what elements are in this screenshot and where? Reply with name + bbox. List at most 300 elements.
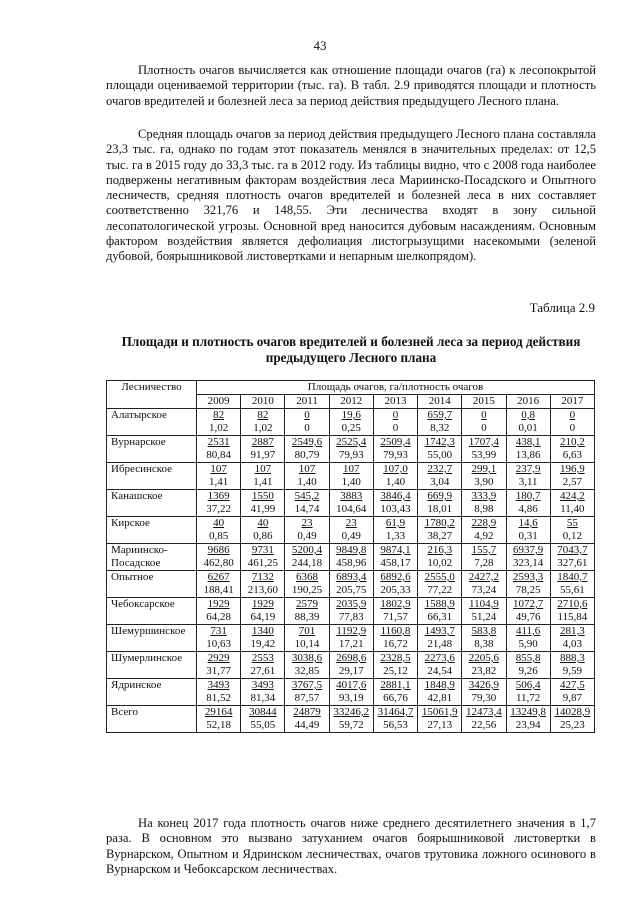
header-year: 2013 xyxy=(373,395,417,409)
table-header-row xyxy=(107,381,595,395)
table-cell xyxy=(506,652,550,679)
cell-density: 1,40 xyxy=(341,476,361,488)
table-cell xyxy=(550,409,594,436)
cell-area: 0 xyxy=(569,409,576,421)
cell-area: 29164 xyxy=(204,706,233,718)
cell-area: 82 xyxy=(213,409,225,421)
table-cell xyxy=(197,409,241,436)
table-cell xyxy=(506,409,550,436)
cell-area: 228,9 xyxy=(471,517,497,529)
cell-density: 38,27 xyxy=(427,530,453,542)
table-row xyxy=(107,490,595,517)
cell-area: 2273,6 xyxy=(424,652,455,664)
row-forestry-name: Вурнарское xyxy=(107,436,197,463)
cell-density: 23,82 xyxy=(471,665,497,677)
table-cell xyxy=(418,463,462,490)
cell-density: 458,96 xyxy=(336,557,367,569)
table-cell xyxy=(241,706,285,733)
cell-area: 13249,8 xyxy=(510,706,547,718)
cell-area: 1742,3 xyxy=(424,436,455,448)
table-cell xyxy=(241,652,285,679)
paragraph-conclusion xyxy=(106,816,596,877)
table-cell xyxy=(285,463,329,490)
cell-density: 9,87 xyxy=(562,692,582,704)
table-row xyxy=(107,571,595,598)
cell-density: 8,98 xyxy=(474,503,494,515)
cell-density: 13,86 xyxy=(515,449,541,461)
cell-area: 1707,4 xyxy=(468,436,500,448)
header-year: 2015 xyxy=(462,395,506,409)
cell-density: 0,12 xyxy=(562,530,582,542)
cell-density: 10,14 xyxy=(294,638,320,650)
table-cell xyxy=(550,517,594,544)
cell-area: 7043,7 xyxy=(557,544,588,556)
cell-area: 281,3 xyxy=(560,625,585,637)
cell-area: 2555,0 xyxy=(424,571,455,583)
cell-density: 0,49 xyxy=(341,530,361,542)
cell-density: 81,34 xyxy=(250,692,276,704)
cell-density: 91,97 xyxy=(250,449,276,461)
cell-area: 107,0 xyxy=(383,463,408,475)
table-cell xyxy=(418,436,462,463)
cell-density: 64,19 xyxy=(250,611,276,623)
table-cell xyxy=(550,490,594,517)
table-cell xyxy=(506,436,550,463)
header-year: 2016 xyxy=(506,395,550,409)
table-cell xyxy=(197,652,241,679)
cell-density: 18,01 xyxy=(427,503,453,515)
cell-area: 669,9 xyxy=(427,490,453,502)
table-cell xyxy=(506,544,550,571)
cell-area: 1802,9 xyxy=(380,598,411,610)
cell-area: 333,9 xyxy=(471,490,497,502)
cell-density: 0 xyxy=(481,422,487,434)
cell-area: 237,9 xyxy=(515,463,541,475)
table-cell xyxy=(329,490,373,517)
cell-area: 2525,4 xyxy=(336,436,367,448)
table-cell xyxy=(285,598,329,625)
cell-density: 323,14 xyxy=(513,557,544,569)
cell-area: 6937,9 xyxy=(513,544,544,556)
cell-area: 196,9 xyxy=(560,463,585,475)
cell-area: 855,8 xyxy=(515,652,541,664)
cell-density: 79,93 xyxy=(338,449,364,461)
cell-density: 1,40 xyxy=(297,476,317,488)
cell-area: 2328,5 xyxy=(380,652,411,664)
cell-density: 244,18 xyxy=(291,557,323,569)
cell-area: 15061,9 xyxy=(421,706,458,718)
cell-density: 22,56 xyxy=(471,719,497,731)
cell-area: 299,1 xyxy=(471,463,497,475)
foci-table xyxy=(106,380,595,733)
table-cell xyxy=(418,517,462,544)
cell-area: 3846,4 xyxy=(380,490,411,502)
cell-density: 79,30 xyxy=(471,692,497,704)
cell-area: 12473,4 xyxy=(466,706,502,718)
cell-area: 2553 xyxy=(251,652,274,664)
table-cell xyxy=(418,571,462,598)
cell-density: 59,72 xyxy=(338,719,364,731)
cell-area: 9731 xyxy=(251,544,274,556)
cell-area: 411,6 xyxy=(515,625,541,637)
table-cell xyxy=(241,679,285,706)
cell-density: 0,31 xyxy=(518,530,538,542)
table-label: Таблица 2.9 xyxy=(529,300,595,315)
table-cell xyxy=(285,625,329,652)
cell-area: 1072,7 xyxy=(513,598,544,610)
table-cell xyxy=(462,517,506,544)
cell-density: 25,23 xyxy=(560,719,585,731)
cell-area: 1588,9 xyxy=(424,598,455,610)
table-cell xyxy=(197,490,241,517)
cell-area: 701 xyxy=(298,625,316,637)
table-cell xyxy=(241,490,285,517)
cell-density: 4,92 xyxy=(474,530,494,542)
cell-area: 1493,7 xyxy=(424,625,455,637)
table-cell xyxy=(506,571,550,598)
cell-density: 55,05 xyxy=(250,719,276,731)
cell-density: 0 xyxy=(392,422,399,434)
cell-density: 5,90 xyxy=(518,638,538,650)
cell-density: 205,75 xyxy=(336,584,367,596)
cell-area: 2531 xyxy=(207,436,230,448)
table-cell xyxy=(550,436,594,463)
cell-area: 506,4 xyxy=(515,679,541,691)
cell-density: 78,25 xyxy=(515,584,541,596)
table-cell xyxy=(329,598,373,625)
cell-area: 155,7 xyxy=(471,544,497,556)
row-forestry-name: Всего xyxy=(107,706,197,733)
cell-density: 73,24 xyxy=(471,584,497,596)
cell-area: 659,7 xyxy=(427,409,453,421)
cell-area: 6893,4 xyxy=(336,571,367,583)
table-cell xyxy=(197,544,241,571)
table-cell xyxy=(329,517,373,544)
cell-area: 427,5 xyxy=(560,679,585,691)
table-cell xyxy=(418,652,462,679)
row-forestry-name: Опытное xyxy=(107,571,197,598)
cell-density: 29,17 xyxy=(338,665,364,677)
table-cell xyxy=(373,409,417,436)
cell-density: 16,72 xyxy=(383,638,408,650)
table-cell xyxy=(373,544,417,571)
cell-density: 327,61 xyxy=(557,557,588,569)
table-row xyxy=(107,679,595,706)
table-row xyxy=(107,544,595,571)
cell-density: 0,49 xyxy=(297,530,317,542)
cell-density: 188,41 xyxy=(203,584,234,596)
table-cell xyxy=(329,544,373,571)
table-cell xyxy=(241,625,285,652)
table-cell xyxy=(550,544,594,571)
cell-density: 1,40 xyxy=(385,476,406,488)
row-forestry-name: Кирское xyxy=(107,517,197,544)
cell-density: 1,02 xyxy=(208,422,229,434)
cell-density: 77,22 xyxy=(427,584,453,596)
table-cell xyxy=(373,625,417,652)
table-cell xyxy=(241,463,285,490)
row-forestry-name: Ибресинское xyxy=(107,463,197,490)
cell-density: 3,90 xyxy=(474,476,494,488)
cell-area: 0 xyxy=(304,409,310,421)
table-row xyxy=(107,598,595,625)
cell-density: 11,72 xyxy=(515,692,541,704)
cell-density: 21,48 xyxy=(427,638,453,650)
table-cell xyxy=(462,625,506,652)
cell-area: 1929 xyxy=(251,598,274,610)
cell-area: 1929 xyxy=(207,598,230,610)
table-cell xyxy=(506,598,550,625)
table-cell xyxy=(418,625,462,652)
cell-density: 104,64 xyxy=(336,503,367,515)
cell-density: 10,63 xyxy=(206,638,231,650)
cell-density: 44,49 xyxy=(294,719,320,731)
cell-density: 51,24 xyxy=(471,611,497,623)
table-cell xyxy=(506,706,550,733)
cell-density: 71,57 xyxy=(383,611,408,623)
paragraph-text: На конец 2017 года плотность очагов ниже среднего десятилетнего значения в 1,7 раза. В основном это вызвано затуханием очагов боярышниковой листовертки в Вурнарском, Опытном и Ядринском лесничествах, очагов трутовика ложного осинового в Вурнарском и Чебоксарском лесничествах. xyxy=(106,816,596,876)
cell-density: 103,43 xyxy=(380,503,411,515)
cell-area: 2881,1 xyxy=(380,679,411,691)
cell-area: 888,3 xyxy=(560,652,585,664)
table-row xyxy=(107,706,595,733)
table-cell xyxy=(418,598,462,625)
row-forestry-name: Чебоксарское xyxy=(107,598,197,625)
cell-density: 41,99 xyxy=(250,503,276,515)
cell-density: 42,81 xyxy=(427,692,453,704)
table-cell xyxy=(285,409,329,436)
cell-area: 2205,6 xyxy=(468,652,500,664)
table-cell xyxy=(506,490,550,517)
row-forestry-name: Шумерлинское xyxy=(107,652,197,679)
cell-area: 2710,6 xyxy=(557,598,588,610)
paragraph-text: Плотность очагов вычисляется как отношение площади очагов (га) к лесопокрытой площади оцениваемой территории (тыс. га). В табл. 2.9 приводятся площади и плотность очагов вредителей и болезней леса за период действия предыдущего Лесного плана. xyxy=(106,63,596,108)
cell-density: 8,32 xyxy=(430,422,450,434)
table-cell xyxy=(285,517,329,544)
cell-area: 2887 xyxy=(251,436,274,448)
cell-area: 6267 xyxy=(207,571,230,583)
header-forestry: Лесничество xyxy=(107,381,197,409)
table-cell xyxy=(418,706,462,733)
table-cell xyxy=(241,517,285,544)
table-cell xyxy=(241,571,285,598)
cell-area: 30844 xyxy=(249,706,277,718)
table-row xyxy=(107,625,595,652)
cell-area: 3883 xyxy=(340,490,363,502)
table-cell xyxy=(285,490,329,517)
cell-area: 7132 xyxy=(251,571,274,583)
cell-area: 1369 xyxy=(207,490,230,502)
cell-density: 462,80 xyxy=(203,557,234,569)
table-cell xyxy=(329,436,373,463)
cell-density: 79,93 xyxy=(383,449,408,461)
cell-area: 1104,9 xyxy=(469,598,499,610)
page-number: 43 xyxy=(313,38,327,53)
cell-density: 458,17 xyxy=(380,557,411,569)
cell-density: 80,84 xyxy=(206,449,231,461)
table-cell xyxy=(550,625,594,652)
cell-area: 583,8 xyxy=(471,625,497,637)
table-cell xyxy=(329,679,373,706)
cell-area: 3493 xyxy=(207,679,230,691)
cell-density: 49,76 xyxy=(515,611,541,623)
cell-area: 0,8 xyxy=(521,409,536,421)
row-forestry-name: Канашское xyxy=(107,490,197,517)
cell-density: 27,61 xyxy=(250,665,276,677)
cell-density: 14,74 xyxy=(294,503,320,515)
table-cell xyxy=(373,679,417,706)
table-cell xyxy=(418,679,462,706)
cell-density: 1,41 xyxy=(208,476,229,488)
cell-density: 66,76 xyxy=(383,692,408,704)
cell-density: 88,39 xyxy=(294,611,320,623)
cell-density: 55,61 xyxy=(560,584,585,596)
table-cell xyxy=(462,544,506,571)
cell-area: 1840,7 xyxy=(557,571,588,583)
cell-density: 6,63 xyxy=(562,449,582,461)
cell-density: 10,02 xyxy=(427,557,453,569)
cell-area: 31464,7 xyxy=(377,706,414,718)
table-cell xyxy=(506,679,550,706)
cell-density: 461,25 xyxy=(247,557,278,569)
cell-area: 1780,2 xyxy=(424,517,455,529)
cell-density: 23,94 xyxy=(515,719,541,731)
table-cell xyxy=(285,679,329,706)
header-year: 2010 xyxy=(241,395,285,409)
table-cell xyxy=(329,571,373,598)
cell-density: 4,86 xyxy=(518,503,538,515)
cell-area: 40 xyxy=(257,517,269,529)
table-cell xyxy=(373,706,417,733)
table-cell xyxy=(550,652,594,679)
cell-area: 107 xyxy=(210,463,227,475)
table-cell xyxy=(462,652,506,679)
cell-area: 82 xyxy=(257,409,269,421)
cell-density: 1,33 xyxy=(385,530,406,542)
table-cell xyxy=(197,463,241,490)
cell-area: 3767,5 xyxy=(291,679,323,691)
cell-area: 14028,9 xyxy=(554,706,591,718)
table-cell xyxy=(418,409,462,436)
cell-area: 545,2 xyxy=(294,490,320,502)
cell-density: 87,57 xyxy=(294,692,320,704)
cell-density: 2,57 xyxy=(562,476,582,488)
table-cell xyxy=(373,571,417,598)
cell-area: 2035,9 xyxy=(336,598,367,610)
cell-density: 0,86 xyxy=(253,530,273,542)
table-cell xyxy=(373,652,417,679)
table-cell xyxy=(329,625,373,652)
cell-density: 0,25 xyxy=(341,422,361,434)
cell-area: 107 xyxy=(343,463,360,475)
table-cell xyxy=(285,652,329,679)
table-cell xyxy=(197,571,241,598)
cell-area: 14,6 xyxy=(518,517,538,529)
cell-area: 1848,9 xyxy=(424,679,455,691)
cell-area: 4017,6 xyxy=(336,679,367,691)
table-cell xyxy=(462,706,506,733)
table-cell xyxy=(462,598,506,625)
cell-area: 216,3 xyxy=(427,544,453,556)
cell-density: 64,28 xyxy=(206,611,231,623)
cell-density: 19,42 xyxy=(250,638,276,650)
cell-area: 731 xyxy=(210,625,227,637)
cell-area: 23 xyxy=(345,517,357,529)
table-cell xyxy=(462,409,506,436)
table-cell xyxy=(241,409,285,436)
table-cell xyxy=(241,598,285,625)
table-cell xyxy=(462,463,506,490)
cell-area: 210,2 xyxy=(560,436,585,448)
cell-area: 2593,3 xyxy=(513,571,544,583)
cell-area: 5200,4 xyxy=(291,544,323,556)
cell-area: 9849,8 xyxy=(336,544,367,556)
cell-density: 31,77 xyxy=(206,665,231,677)
header-year: 2017 xyxy=(550,395,594,409)
table-cell xyxy=(373,436,417,463)
cell-density: 17,21 xyxy=(338,638,364,650)
cell-density: 77,83 xyxy=(338,611,364,623)
cell-area: 2698,6 xyxy=(336,652,367,664)
cell-density: 3,11 xyxy=(518,476,538,488)
table-cell xyxy=(550,463,594,490)
paragraph-text: Средняя площадь очагов за период действия предыдущего Лесного плана составляла 23,3 тыс. га, однако по годам этот показатель менялся в значительных пределах: от 12,5 тыс. га в 2015 году до 33,3 тыс. га в 2012 году. Из таблицы видно, что с 2008 года наиболее подвержены негативным факторам воздействия леса Мариинско-Посадского и Опытного лесничеств, средняя плотность очагов вредителей и болезней леса в них составляет соответственно 321,76 и 148,55. Эти лесничества входят в зону сильной лесопатологической угрозы. Основной вред наносится дубовым насаждениям. Основным фактором воздействия является дефолиация листогрызущими насекомыми (зеленой дубовой, боярышниковой листовертками и непарным шелкопрядом). xyxy=(106,127,596,264)
cell-density: 205,33 xyxy=(380,584,411,596)
cell-area: 180,7 xyxy=(515,490,541,502)
table-cell xyxy=(197,517,241,544)
cell-area: 2579 xyxy=(296,598,319,610)
cell-area: 3426,9 xyxy=(468,679,500,691)
cell-density: 115,84 xyxy=(557,611,588,623)
table-row xyxy=(107,517,595,544)
table-row xyxy=(107,463,595,490)
cell-area: 1192,9 xyxy=(336,625,367,637)
cell-density: 53,99 xyxy=(471,449,497,461)
table-row xyxy=(107,436,595,463)
table-cell xyxy=(197,625,241,652)
cell-density: 3,04 xyxy=(430,476,450,488)
header-group: Площадь очагов, га/плотность очагов xyxy=(197,381,595,395)
table-cell xyxy=(506,517,550,544)
cell-density: 93,19 xyxy=(338,692,364,704)
table-cell xyxy=(329,652,373,679)
cell-area: 2427,2 xyxy=(468,571,500,583)
cell-density: 80,79 xyxy=(294,449,320,461)
header-year: 2014 xyxy=(418,395,462,409)
cell-area: 9874,1 xyxy=(380,544,411,556)
cell-density: 0,01 xyxy=(518,422,538,434)
cell-area: 33246,2 xyxy=(333,706,370,718)
cell-area: 6892,6 xyxy=(380,571,411,583)
header-year: 2011 xyxy=(285,395,329,409)
cell-area: 9686 xyxy=(207,544,230,556)
cell-area: 0 xyxy=(481,409,487,421)
table-cell xyxy=(373,517,417,544)
row-forestry-name: Мариинско-Посадское xyxy=(107,544,197,571)
cell-area: 232,7 xyxy=(427,463,453,475)
table-cell xyxy=(197,706,241,733)
cell-area: 1550 xyxy=(251,490,274,502)
cell-density: 24,54 xyxy=(427,665,453,677)
table-cell xyxy=(285,706,329,733)
cell-area: 6368 xyxy=(296,571,319,583)
cell-density: 81,52 xyxy=(206,692,231,704)
table-cell xyxy=(241,436,285,463)
table-cell xyxy=(329,706,373,733)
table-cell xyxy=(285,544,329,571)
cell-area: 61,9 xyxy=(385,517,406,529)
table-cell xyxy=(550,679,594,706)
